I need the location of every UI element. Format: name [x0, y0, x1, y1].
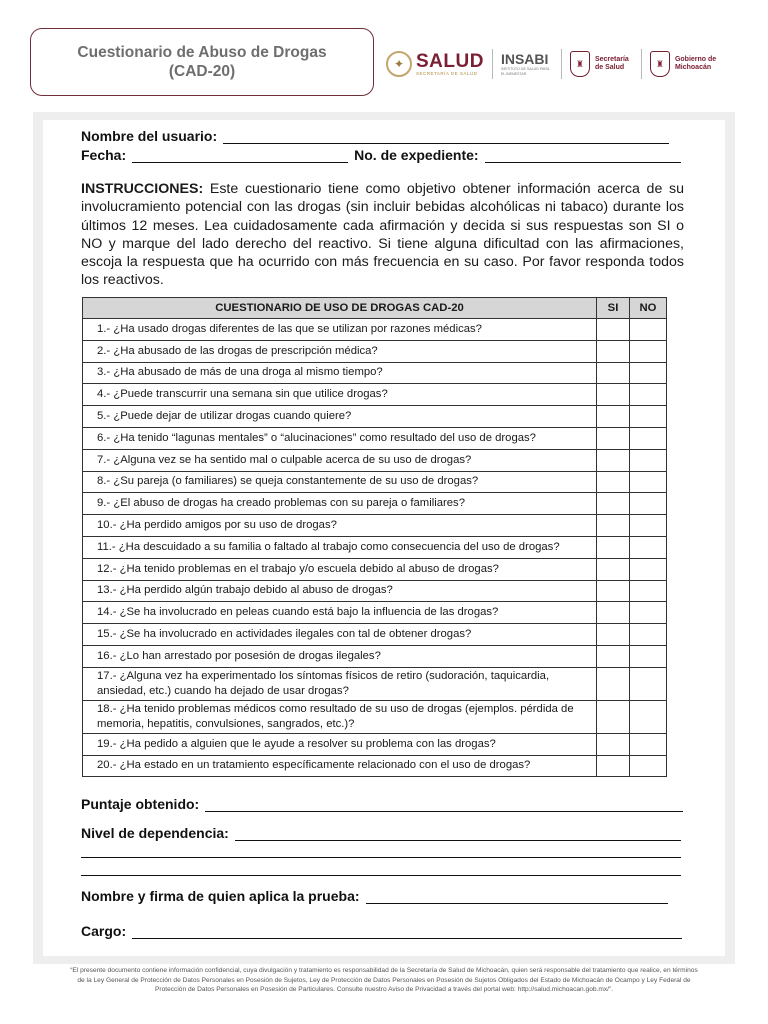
answer-si-box[interactable] [597, 645, 630, 667]
salud-logo-subtext: SECRETARÍA DE SALUD [416, 71, 478, 76]
answer-si-box[interactable] [597, 667, 630, 700]
answer-no-box[interactable] [630, 580, 667, 602]
answer-si-box[interactable] [597, 536, 630, 558]
divider [641, 49, 642, 79]
table-header-no: NO [630, 298, 667, 319]
salud-logo [386, 46, 484, 82]
table-row [83, 580, 667, 602]
table-row [83, 536, 667, 558]
questionnaire-table [82, 297, 667, 777]
table-row [83, 493, 667, 515]
answer-no-box[interactable] [630, 700, 667, 733]
question-text: 13.- ¿Ha perdido algún trabajo debido al abuso de drogas? [83, 580, 597, 602]
answer-si-box[interactable] [597, 602, 630, 624]
instructions-paragraph [81, 180, 684, 290]
question-text: 1.- ¿Ha usado drogas diferentes de las que se utilizan por razones médicas? [83, 319, 597, 341]
salud-logo-text: SALUD [416, 51, 484, 72]
question-text: 5.- ¿Puede dejar de utilizar drogas cuando quiere? [83, 406, 597, 428]
answer-si-box[interactable] [597, 471, 630, 493]
document-subtitle: (CAD-20) [168, 63, 236, 80]
table-row [83, 667, 667, 700]
table-header-title: CUESTIONARIO DE USO DE DROGAS CAD-20 [83, 298, 597, 319]
answer-si-box[interactable] [597, 384, 630, 406]
answer-si-box[interactable] [597, 700, 630, 733]
table-row [83, 515, 667, 537]
dependency-level-label: Nivel de dependencia: [81, 825, 229, 841]
table-row [83, 558, 667, 580]
secretaria-salud-logo [570, 46, 633, 82]
question-text: 2.- ¿Ha abusado de las drogas de prescripción médica? [83, 340, 597, 362]
position-row [81, 923, 682, 939]
question-text: 8.- ¿Su pareja (o familiares) se queja constantemente de su uso de drogas? [83, 471, 597, 493]
answer-no-box[interactable] [630, 624, 667, 646]
question-text: 7.- ¿Alguna vez se ha sentido mal o culpable acerca de su uso de drogas? [83, 449, 597, 471]
gobierno-logo-text: Gobierno de Michoacán [674, 56, 717, 71]
dependency-level-line[interactable] [235, 828, 681, 841]
date-label: Fecha: [81, 147, 127, 163]
answer-no-box[interactable] [630, 536, 667, 558]
date-row [81, 147, 681, 163]
insabi-logo [501, 46, 553, 82]
applicant-line[interactable] [366, 891, 668, 904]
table-row [83, 755, 667, 777]
answer-si-box[interactable] [597, 449, 630, 471]
question-text: 19.- ¿Ha pedido a alguien que le ayude a resolver su problema con las drogas? [83, 733, 597, 755]
record-number-line[interactable] [485, 150, 681, 163]
answer-si-box[interactable] [597, 558, 630, 580]
question-text: 15.- ¿Se ha involucrado en actividades ilegales con tal de obtener drogas? [83, 624, 597, 646]
answer-no-box[interactable] [630, 340, 667, 362]
question-text: 3.- ¿Ha abusado de más de una droga al mismo tiempo? [83, 362, 597, 384]
answer-no-box[interactable] [630, 406, 667, 428]
answer-si-box[interactable] [597, 427, 630, 449]
answer-si-box[interactable] [597, 362, 630, 384]
score-label: Puntaje obtenido: [81, 796, 200, 812]
answer-si-box[interactable] [597, 515, 630, 537]
eagle-seal-icon: ✦ [386, 51, 412, 77]
position-label: Cargo: [81, 923, 127, 939]
table-row [83, 624, 667, 646]
answer-no-box[interactable] [630, 493, 667, 515]
table-header-row [83, 298, 667, 319]
insabi-logo-subtext: INSTITUTO DE SALUD PARA EL BIENESTAR [500, 67, 550, 76]
gobierno-michoacan-logo [650, 46, 717, 82]
answer-no-box[interactable] [630, 733, 667, 755]
answer-si-box[interactable] [597, 340, 630, 362]
question-text: 17.- ¿Alguna vez ha experimentado los síntomas físicos de retiro (sudoración, taquicardia, ansiedad, etc.) cuando ha dejado de usar drogas? [83, 667, 597, 700]
question-text: 16.- ¿Lo han arrestado por posesión de drogas ilegales? [83, 645, 597, 667]
user-name-label: Nombre del usuario: [81, 128, 218, 144]
crest-icon: ♜ [650, 51, 670, 77]
table-row [83, 645, 667, 667]
date-line[interactable] [132, 150, 348, 163]
divider [561, 49, 562, 79]
institution-logos [386, 44, 746, 84]
applicant-label: Nombre y firma de quien aplica la prueba: [81, 888, 360, 904]
insabi-logo-text: INSABI [500, 51, 549, 67]
question-text: 4.- ¿Puede transcurrir una semana sin que utilice drogas? [83, 384, 597, 406]
answer-no-box[interactable] [630, 558, 667, 580]
answer-no-box[interactable] [630, 362, 667, 384]
instructions-text: Este cuestionario tiene como objetivo obtener información acerca de su involucramiento potencial con las drogas (sin incluir bebidas alcohólicas ni tabaco) durante los últimos 12 meses. Lea cuidadosamente cada afirmación y decida si sus respuestas son SI o NO y marque del lado derecho del reactivo. Si tiene alguna dificultad con las afirmaciones, escoja la respuesta que ha ocurrido con más frecuencia en su caso. Por favor responda todos los reactivos. [81, 181, 684, 289]
user-name-line[interactable] [223, 131, 669, 144]
answer-no-box[interactable] [630, 667, 667, 700]
table-header-si: SI [597, 298, 630, 319]
document-title: Cuestionario de Abuso de Drogas [77, 44, 327, 61]
answer-si-box[interactable] [597, 406, 630, 428]
table-row [83, 319, 667, 341]
user-name-row [81, 128, 669, 144]
table-row [83, 700, 667, 733]
question-text: 6.- ¿Ha tenido “lagunas mentales” o “alucinaciones” como resultado del uso de drogas? [83, 427, 597, 449]
dependency-extra-line[interactable] [81, 863, 681, 876]
crest-icon: ♜ [570, 51, 590, 77]
position-line[interactable] [132, 926, 682, 939]
answer-si-box[interactable] [597, 733, 630, 755]
answer-no-box[interactable] [630, 427, 667, 449]
answer-si-box[interactable] [597, 624, 630, 646]
divider [492, 49, 493, 79]
answer-no-box[interactable] [630, 602, 667, 624]
table-row [83, 602, 667, 624]
dependency-extra-line[interactable] [81, 845, 681, 858]
table-row [83, 384, 667, 406]
question-text: 20.- ¿Ha estado en un tratamiento específicamente relacionado con el uso de drogas? [83, 755, 597, 777]
question-text: 11.- ¿Ha descuidado a su familia o faltado al trabajo como consecuencia del uso de drogas? [83, 536, 597, 558]
secretaria-logo-text: Secretaría de Salud [594, 56, 629, 71]
answer-no-box[interactable] [630, 449, 667, 471]
applicant-row [81, 888, 668, 904]
score-row [81, 796, 683, 812]
question-text: 12.- ¿Ha tenido problemas en el trabajo y/o escuela debido al abuso de drogas? [83, 558, 597, 580]
privacy-notice: “El presente documento contiene información confidencial, cuya divulgación y tratamiento es responsabilidad de la Secretaría de Salud de Michoacán, quien será responsable del tratamiento que realice, en términos de la Ley General de Protección de Datos Personales en Posesión de Sujetos, Ley de Protección de Datos Personales en Posesión de Sujetos Obligados del Estado de Michoacán de Ocampo y Ley Federal de Protección de Datos Personales en Posesión de Particulares. Consulte nuestro Aviso de Privacidad a través del portal web: http://salud.michoacan.gob.mx/”. [70, 967, 698, 993]
document-title-box [30, 28, 374, 96]
table-row [83, 449, 667, 471]
answer-no-box[interactable] [630, 471, 667, 493]
answer-no-box[interactable] [630, 645, 667, 667]
table-row [83, 733, 667, 755]
answer-no-box[interactable] [630, 319, 667, 341]
answer-no-box[interactable] [630, 755, 667, 777]
table-row [83, 471, 667, 493]
answer-si-box[interactable] [597, 493, 630, 515]
question-text: 10.- ¿Ha perdido amigos por su uso de drogas? [83, 515, 597, 537]
table-row [83, 340, 667, 362]
question-text: 9.- ¿El abuso de drogas ha creado problemas con su pareja o familiares? [83, 493, 597, 515]
dependency-level-row [81, 825, 681, 841]
answer-si-box[interactable] [597, 755, 630, 777]
answer-si-box[interactable] [597, 319, 630, 341]
question-text: 14.- ¿Se ha involucrado en peleas cuando está bajo la influencia de las drogas? [83, 602, 597, 624]
instructions-label: INSTRUCCIONES: [81, 181, 204, 197]
score-line[interactable] [205, 799, 683, 812]
question-text: 18.- ¿Ha tenido problemas médicos como resultado de su uso de drogas (ejemplos. pérdida de memoria, hepatitis, convulsiones, sangrados, etc.)? [83, 700, 597, 733]
table-row [83, 362, 667, 384]
answer-no-box[interactable] [630, 384, 667, 406]
table-row [83, 427, 667, 449]
table-row [83, 406, 667, 428]
answer-no-box[interactable] [630, 515, 667, 537]
record-number-label: No. de expediente: [354, 147, 479, 163]
answer-si-box[interactable] [597, 580, 630, 602]
